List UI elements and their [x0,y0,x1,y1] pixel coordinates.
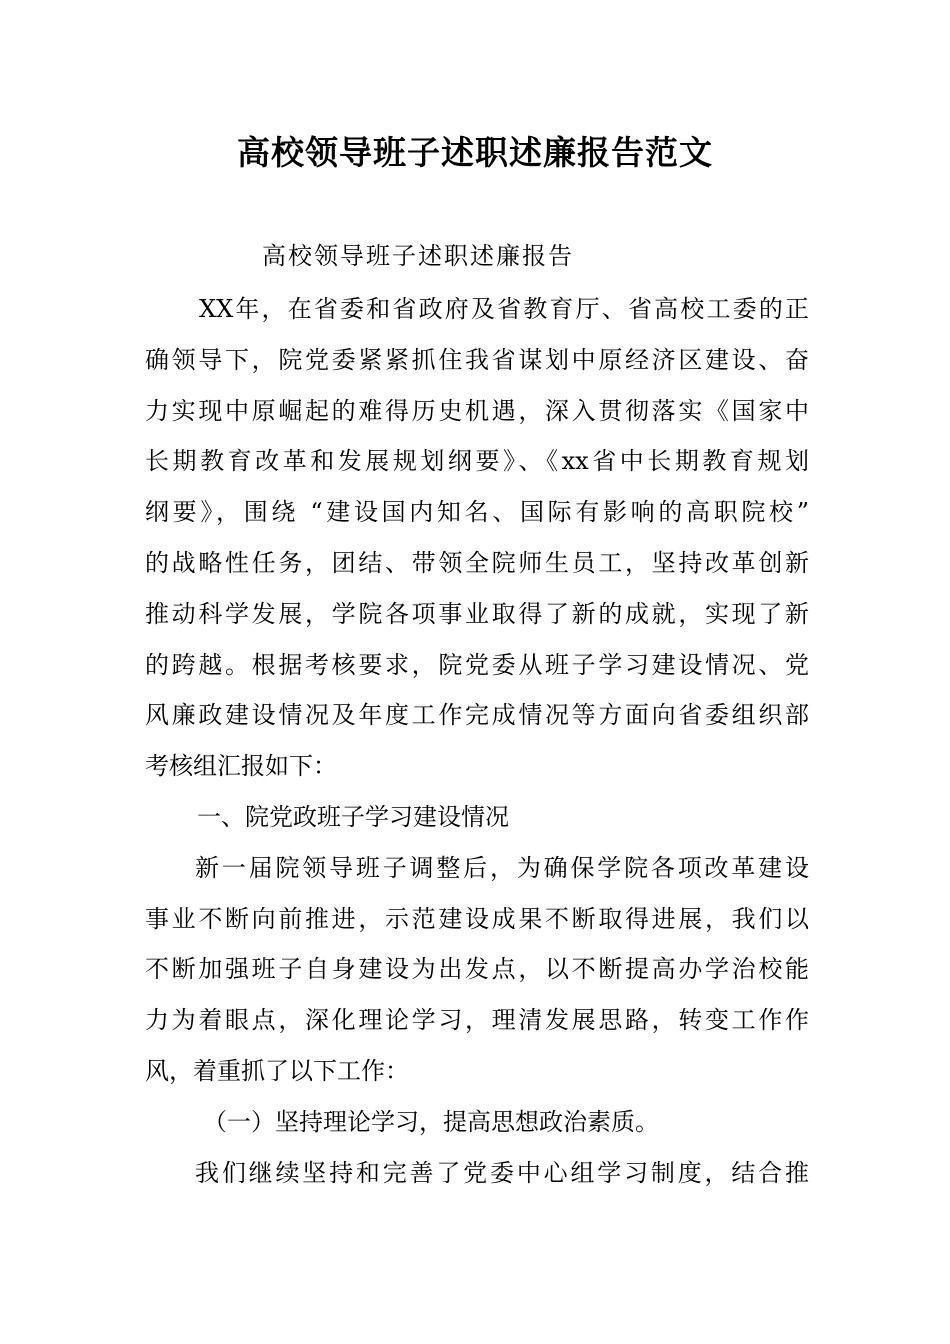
subsection-heading: （一）坚持理论学习，提高思想政治素质。 [203,1107,659,1136]
paragraph-line: 力实现中原崛起的难得历史机遇，深入贯彻落实《国家中 [145,396,809,425]
paragraph-line: 风廉政建设情况及年度工作完成情况等方面向省委组织部 [145,701,809,730]
paragraph-line: 不断加强班子自身建设为出发点，以不断提高办学治校能 [145,955,809,984]
document-subtitle: 高校领导班子述职述廉报告 [262,242,574,270]
paragraph-line: 我们继续坚持和完善了党委中心组学习制度，结合推 [195,1158,809,1187]
paragraph-line: 考核组汇报如下： [145,752,337,781]
paragraph-line: 推动科学发展，学院各项事业取得了新的成就，实现了新 [145,599,809,628]
paragraph-line: 新一届院领导班子调整后，为确保学院各项改革建设 [195,853,809,882]
section-heading: 一、院党政班子学习建设情况 [197,802,509,831]
paragraph-line: 力为着眼点，深化理论学习，理清发展思路，转变工作作 [145,1006,809,1035]
paragraph-line: 事业不断向前推进，示范建设成果不断取得进展，我们以 [145,904,809,933]
paragraph-line: 的跨越。根据考核要求，院党委从班子学习建设情况、党 [145,650,809,679]
paragraph-line: 的战略性任务，团结、带领全院师生员工，坚持改革创新 [145,548,809,577]
document-title: 高校领导班子述职述廉报告范文 [237,133,713,172]
paragraph-line: XX年，在省委和省政府及省教育厅、省高校工委的正 [199,295,809,323]
paragraph-line: 确领导下，院党委紧紧抓住我省谋划中原经济区建设、奋 [145,345,809,374]
document-body [145,284,809,1198]
paragraph-line: 纲要》，围绕 “建设国内知名、国际有影响的高职院校” [145,498,809,527]
paragraph-line: 风，着重抓了以下工作： [145,1056,409,1085]
paragraph-line: 长期教育改革和发展规划纲要》、《xx省中长期教育规划 [145,447,809,476]
